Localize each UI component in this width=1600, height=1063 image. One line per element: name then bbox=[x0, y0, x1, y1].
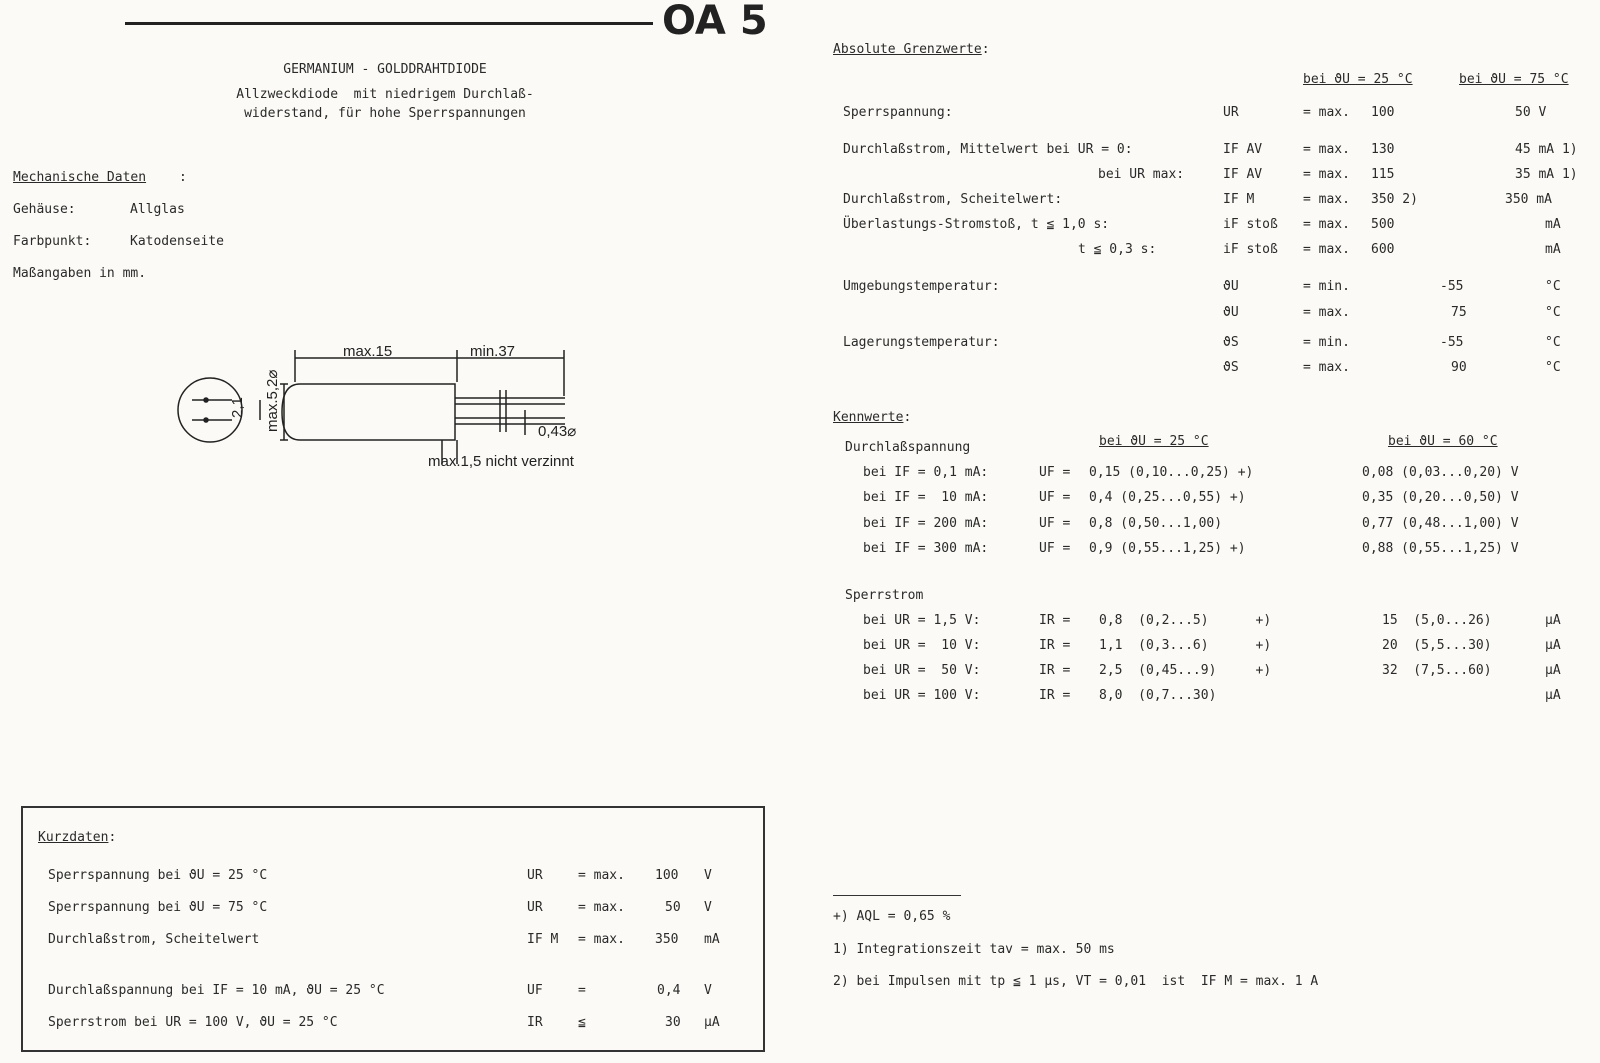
sperr-value-25: 1,1 (0,3...6) +) bbox=[1099, 638, 1272, 653]
dim-0-43: 0,43⌀ bbox=[538, 423, 577, 440]
kurz-relation: = max. bbox=[578, 868, 625, 883]
durch-symbol: UF = bbox=[1039, 516, 1071, 531]
durch-value-25: 0,8 (0,50...1,00) bbox=[1089, 516, 1223, 531]
abs-value-75: °C bbox=[1545, 279, 1561, 294]
intro-line-1: Allzweckdiode mit niedrigem Durchlaß- bbox=[236, 87, 534, 102]
sperr-unit: µA bbox=[1545, 613, 1561, 628]
abs-value-75: °C bbox=[1545, 305, 1561, 320]
abs-value-25: 130 bbox=[1371, 142, 1395, 157]
abs-value-25: 350 2) bbox=[1371, 192, 1418, 207]
kurz-relation: = bbox=[578, 983, 586, 998]
abs-value-25: 90 bbox=[1451, 360, 1467, 375]
abs-label: Lagerungstemperatur: bbox=[843, 335, 1000, 350]
durch-condition: bei IF = 200 mA: bbox=[863, 516, 989, 531]
sperr-value-25: 0,8 (0,2...5) +) bbox=[1099, 613, 1272, 628]
abs-relation: = max. bbox=[1303, 105, 1350, 120]
abs-value-75: mA bbox=[1545, 217, 1561, 232]
abs-label: Durchlaßstrom, Mittelwert bei UR = 0: bbox=[843, 142, 1133, 157]
abs-col1-header: bei ϑU = 25 °C bbox=[1303, 72, 1413, 87]
abs-label: Sperrspannung: bbox=[843, 105, 953, 120]
durch-condition: bei IF = 0,1 mA: bbox=[863, 465, 989, 480]
abs-label: t ≦ 0,3 s: bbox=[1078, 242, 1157, 257]
kurz-unit: V bbox=[704, 983, 712, 998]
model-title: OA 5 bbox=[662, 0, 768, 44]
diode-drawing bbox=[170, 340, 630, 490]
abs-label: Umgebungstemperatur: bbox=[843, 279, 1000, 294]
abs-label: Durchlaßstrom, Scheitelwert: bbox=[843, 192, 1063, 207]
abs-symbol: ϑU bbox=[1223, 305, 1239, 320]
abs-relation: = max. bbox=[1303, 192, 1350, 207]
gehaeuse-value: Allglas bbox=[130, 202, 185, 217]
glass-body bbox=[282, 384, 455, 440]
abs-value-25: 500 bbox=[1371, 217, 1395, 232]
sperr-condition: bei UR = 50 V: bbox=[863, 663, 981, 678]
dim-min37: min.37 bbox=[470, 343, 516, 360]
durch-value-25: 0,4 (0,25...0,55) +) bbox=[1089, 490, 1246, 505]
kurz-label: Sperrspannung bei ϑU = 75 °C bbox=[48, 900, 268, 915]
abs-symbol: UR bbox=[1223, 105, 1239, 120]
footnote-1: 1) Integrationszeit tav = max. 50 ms bbox=[833, 942, 1115, 957]
kurz-symbol: IR bbox=[527, 1015, 543, 1030]
durch-value-60: 0,35 (0,20...0,50) V bbox=[1362, 490, 1519, 505]
kurz-heading: Kurzdaten: bbox=[38, 830, 117, 845]
dim-max15: max.15 bbox=[343, 343, 393, 360]
sperrstrom-heading: Sperrstrom bbox=[845, 588, 924, 603]
kurz-label: Durchlaßspannung bei IF = 10 mA, ϑU = 25 °C bbox=[48, 983, 385, 998]
footnote-rule bbox=[833, 895, 961, 896]
abs-symbol: ϑS bbox=[1223, 360, 1239, 375]
durch-symbol: UF = bbox=[1039, 490, 1071, 505]
kurz-label: Sperrspannung bei ϑU = 25 °C bbox=[48, 868, 268, 883]
kenn-col2-header: bei ϑU = 60 °C bbox=[1388, 434, 1498, 449]
mech-heading-colon: : bbox=[179, 170, 187, 185]
dim-note: max.1,5 nicht verzinnt bbox=[428, 453, 574, 470]
abs-symbol: ϑS bbox=[1223, 335, 1239, 350]
abs-value-25: 115 bbox=[1371, 167, 1395, 182]
durch-symbol: UF = bbox=[1039, 465, 1071, 480]
kurz-symbol: UF bbox=[527, 983, 543, 998]
kurz-relation: = max. bbox=[578, 900, 625, 915]
kurz-relation: ≦ bbox=[578, 1015, 586, 1030]
dim-max5-2: max.5,2⌀ bbox=[264, 369, 281, 432]
abs-value-25: 600 bbox=[1371, 242, 1395, 257]
sperr-value-25: 8,0 (0,7...30) bbox=[1099, 688, 1217, 703]
abs-value-25: -55 bbox=[1440, 335, 1464, 350]
sperr-value-25: 2,5 (0,45...9) +) bbox=[1099, 663, 1272, 678]
kurz-unit: V bbox=[704, 900, 712, 915]
kenn-col1-header: bei ϑU = 25 °C bbox=[1099, 434, 1209, 449]
mech-heading: Mechanische Daten bbox=[13, 170, 147, 185]
abs-value-75: 45 mA 1) bbox=[1515, 142, 1578, 157]
sperr-condition: bei UR = 1,5 V: bbox=[863, 613, 981, 628]
sperr-unit: µA bbox=[1545, 688, 1561, 703]
abs-relation: = max. bbox=[1303, 360, 1350, 375]
abs-value-25: 75 bbox=[1451, 305, 1467, 320]
kurz-label: Durchlaßstrom, Scheitelwert bbox=[48, 932, 260, 947]
abs-value-75: 350 mA bbox=[1505, 192, 1552, 207]
farbpunkt-value: Katodenseite bbox=[130, 234, 224, 249]
sperr-symbol: IR = bbox=[1039, 638, 1071, 653]
abs-value-75: mA bbox=[1545, 242, 1561, 257]
durch-value-25: 0,9 (0,55...1,25) +) bbox=[1089, 541, 1246, 556]
sperr-unit: µA bbox=[1545, 638, 1561, 653]
sperr-symbol: IR = bbox=[1039, 688, 1071, 703]
header-rule bbox=[125, 22, 653, 25]
abs-relation: = min. bbox=[1303, 335, 1350, 350]
sperr-value-60: 20 (5,5...30) bbox=[1382, 638, 1492, 653]
kurz-value: 100 bbox=[655, 868, 679, 883]
sperr-value-60: 32 (7,5...60) bbox=[1382, 663, 1492, 678]
footnote-2: 2) bei Impulsen mit tp ≦ 1 µs, VT = 0,01 ist IF M = max. 1 A bbox=[833, 974, 1319, 989]
abs-relation: = max. bbox=[1303, 142, 1350, 157]
abs-relation: = max. bbox=[1303, 217, 1350, 232]
durch-value-60: 0,08 (0,03...0,20) V bbox=[1362, 465, 1519, 480]
kurz-label: Sperrstrom bei UR = 100 V, ϑU = 25 °C bbox=[48, 1015, 338, 1030]
sperr-condition: bei UR = 100 V: bbox=[863, 688, 981, 703]
kurz-symbol: IF M bbox=[527, 932, 559, 947]
abs-heading: Absolute Grenzwerte: bbox=[833, 42, 990, 57]
kurz-value: 30 bbox=[665, 1015, 681, 1030]
durch-value-60: 0,88 (0,55...1,25) V bbox=[1362, 541, 1519, 556]
kenn-heading: Kennwerte: bbox=[833, 410, 912, 425]
abs-label: Überlastungs-Stromstoß, t ≦ 1,0 s: bbox=[843, 217, 1110, 232]
abs-value-75: °C bbox=[1545, 360, 1561, 375]
abs-value-25: -55 bbox=[1440, 279, 1464, 294]
kurz-unit: µA bbox=[704, 1015, 720, 1030]
abs-value-75: 50 V bbox=[1515, 105, 1547, 120]
abs-symbol: iF stoß bbox=[1223, 242, 1278, 257]
sperr-symbol: IR = bbox=[1039, 663, 1071, 678]
sperr-condition: bei UR = 10 V: bbox=[863, 638, 981, 653]
abs-relation: = max. bbox=[1303, 305, 1350, 320]
abs-value-25: 100 bbox=[1371, 105, 1395, 120]
footnote-plus: +) AQL = 0,65 % bbox=[833, 909, 951, 924]
farbpunkt-label: Farbpunkt: bbox=[13, 234, 92, 249]
abs-value-75: 35 mA 1) bbox=[1515, 167, 1578, 182]
sperr-unit: µA bbox=[1545, 663, 1561, 678]
diode-type-title: GERMANIUM - GOLDDRAHTDIODE bbox=[283, 62, 487, 77]
kurz-unit: mA bbox=[704, 932, 720, 947]
sperr-symbol: IR = bbox=[1039, 613, 1071, 628]
abs-relation: = max. bbox=[1303, 242, 1350, 257]
durch-value-60: 0,77 (0,48...1,00) V bbox=[1362, 516, 1519, 531]
abs-value-75: °C bbox=[1545, 335, 1561, 350]
durch-symbol: UF = bbox=[1039, 541, 1071, 556]
abs-label: bei UR max: bbox=[1098, 167, 1185, 182]
abs-relation: = min. bbox=[1303, 279, 1350, 294]
kurz-symbol: UR bbox=[527, 900, 543, 915]
durch-condition: bei IF = 300 mA: bbox=[863, 541, 989, 556]
abs-relation: = max. bbox=[1303, 167, 1350, 182]
durch-condition: bei IF = 10 mA: bbox=[863, 490, 989, 505]
abs-symbol: IF M bbox=[1223, 192, 1255, 207]
abs-symbol: ϑU bbox=[1223, 279, 1239, 294]
abs-symbol: iF stoß bbox=[1223, 217, 1278, 232]
kurz-value: 350 bbox=[655, 932, 679, 947]
sperr-value-60: 15 (5,0...26) bbox=[1382, 613, 1492, 628]
kurz-value: 50 bbox=[665, 900, 681, 915]
dim-2-1: 2,1 bbox=[229, 397, 246, 418]
abs-symbol: IF AV bbox=[1223, 167, 1263, 182]
abs-col2-header: bei ϑU = 75 °C bbox=[1459, 72, 1569, 87]
durchlass-heading: Durchlaßspannung bbox=[845, 440, 971, 455]
kurz-value: 0,4 bbox=[657, 983, 681, 998]
kurz-unit: V bbox=[704, 868, 712, 883]
kurz-symbol: UR bbox=[527, 868, 543, 883]
dimensions-note: Maßangaben in mm. bbox=[13, 266, 147, 281]
abs-symbol: IF AV bbox=[1223, 142, 1263, 157]
kurz-relation: = max. bbox=[578, 932, 625, 947]
gehaeuse-label: Gehäuse: bbox=[13, 202, 76, 217]
intro-line-2: widerstand, für hohe Sperrspannungen bbox=[244, 106, 526, 121]
durch-value-25: 0,15 (0,10...0,25) +) bbox=[1089, 465, 1254, 480]
